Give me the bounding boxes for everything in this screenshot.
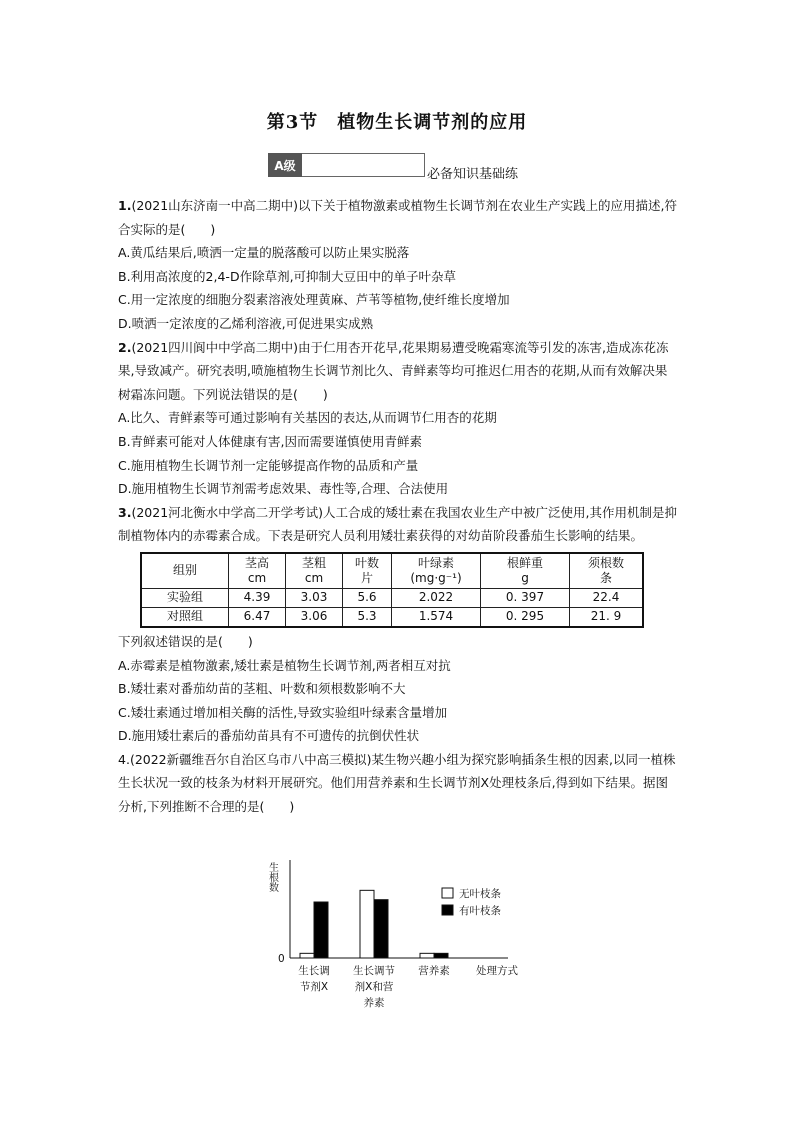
bar	[300, 953, 314, 958]
x-tick-label: 生长调	[298, 965, 330, 977]
legend-swatch	[442, 888, 453, 898]
table-header-cell: 组别	[141, 553, 229, 589]
bar	[314, 902, 328, 958]
table-cell: 0. 295	[481, 607, 570, 627]
rooting-bar-chart	[258, 852, 538, 1012]
legend-label: 无叶枝条	[459, 888, 501, 900]
table-header-cell: 叶绿素 (mg·g⁻¹)	[392, 553, 481, 589]
bar	[420, 953, 434, 958]
question-3-option-d: D.施用矮壮素后的番茄幼苗具有不可遗传的抗倒伏性状	[118, 728, 420, 744]
table-header-cell: 茎高 cm	[229, 553, 286, 589]
question-3-option-b: B.矮壮素对番茄幼苗的茎粗、叶数和须根数影响不大	[118, 681, 406, 697]
bar	[434, 953, 448, 958]
level-badge: A级	[268, 153, 302, 177]
x-tick-label: 剂X和营	[354, 981, 394, 993]
question-2-option-b: B.青鲜素可能对人体健康有害,因而需要谨慎使用青鲜素	[118, 433, 423, 449]
question-3-stem: 3.(2021河北衡水中学高二开学考试)人工合成的矮壮素在我国农业生产中被广泛使用,其作用机制是抑制植物体内的赤霉素合成。下表是研究人员利用矮壮素获得的对幼苗阶段番茄生长影响的结果。	[118, 504, 677, 544]
table-header-cell: 须根数 条	[570, 553, 644, 589]
question-3-option-c: C.矮壮素通过增加相关酶的活性,导致实验组叶绿素含量增加	[118, 704, 448, 720]
question-3-option-a: A.赤霉素是植物激素,矮壮素是植物生长调节剂,两者相互对抗	[118, 657, 451, 673]
y-tick-label: 0	[278, 953, 285, 965]
question-3-prompt: 下列叙述错误的是( )	[118, 633, 253, 649]
results-table	[140, 552, 644, 628]
y-axis-label: 生根数	[266, 862, 278, 892]
page-title: 第3节 植物生长调节剂的应用	[266, 112, 528, 133]
question-1-option-c: C.用一定浓度的细胞分裂素溶液处理黄麻、芦苇等植物,使纤维长度增加	[118, 292, 510, 308]
table-header-cell: 叶数 片	[343, 553, 392, 589]
table-row	[141, 607, 643, 627]
table-cell: 实验组	[141, 588, 229, 607]
table-header-row	[141, 553, 643, 589]
question-1-option-b: B.利用高浓度的2,4-D作除草剂,可抑制大豆田中的单子叶杂草	[118, 268, 457, 284]
bar	[374, 900, 388, 958]
x-axis-label: 处理方式	[476, 965, 518, 977]
table-cell: 22.4	[570, 588, 644, 607]
level-blank-box	[302, 153, 425, 177]
question-1-option-a: A.黄瓜结果后,喷洒一定量的脱落酸可以防止果实脱落	[118, 245, 410, 261]
table-cell: 对照组	[141, 607, 229, 627]
table-cell: 0. 397	[481, 588, 570, 607]
x-tick-label: 节剂X	[299, 981, 329, 993]
bar	[360, 890, 374, 958]
table-header-cell: 茎粗 cm	[286, 553, 343, 589]
level-subtitle: 必备知识基础练	[427, 166, 519, 182]
legend-label: 有叶枝条	[459, 905, 501, 917]
question-1-option-d: D.喷洒一定浓度的乙烯利溶液,可促进果实成熟	[118, 315, 374, 331]
question-2-option-d: D.施用植物生长调节剂需考虑效果、毒性等,合理、合法使用	[118, 481, 449, 497]
x-tick-label: 养素	[363, 997, 385, 1009]
question-2-option-c: C.施用植物生长调节剂一定能够提高作物的品质和产量	[118, 457, 419, 473]
x-tick-label: 生长调节	[353, 965, 395, 977]
table-cell: 5.3	[343, 607, 392, 627]
table-cell: 21. 9	[570, 607, 644, 627]
table-cell: 4.39	[229, 588, 286, 607]
table-cell: 5.6	[343, 588, 392, 607]
questions-content	[118, 194, 678, 819]
question-2-stem: 2.(2021四川阆中中学高二期中)由于仁用杏开花早,花果期易遭受晚霜寒流等引发的冻害,造成冻花冻果,导致减产。研究表明,喷施植物生长调节剂比久、青鲜素等均可推迟仁用杏的花期,从而有效解决果树霜冻问题。下列说法错误的是( )	[118, 339, 669, 402]
question-2-option-a: A.比久、青鲜素等可通过影响有关基因的表达,从而调节仁用杏的花期	[118, 410, 497, 426]
table-header-cell: 根鲜重 g	[481, 553, 570, 589]
table-cell: 3.06	[286, 607, 343, 627]
table-cell: 6.47	[229, 607, 286, 627]
table-cell: 1.574	[392, 607, 481, 627]
table-row	[141, 588, 643, 607]
question-4-stem: 4.(2022新疆维吾尔自治区乌市八中高三模拟)某生物兴趣小组为探究影响插条生根的因素,以同一植株生长状况一致的枝条为材料开展研究。他们用营养素和生长调节剂X处理枝条后,得到如下结果。据图分析,下列推断不合理的是( )	[118, 751, 676, 815]
legend-swatch	[442, 905, 453, 915]
x-tick-label: 营养素	[418, 965, 450, 977]
level-header	[268, 152, 519, 182]
table-cell: 2.022	[392, 588, 481, 607]
question-1-stem: 1.(2021山东济南一中高二期中)以下关于植物激素或植物生长调节剂在农业生产实践上的应用描述,符合实际的是( )	[118, 198, 677, 237]
table-cell: 3.03	[286, 588, 343, 607]
